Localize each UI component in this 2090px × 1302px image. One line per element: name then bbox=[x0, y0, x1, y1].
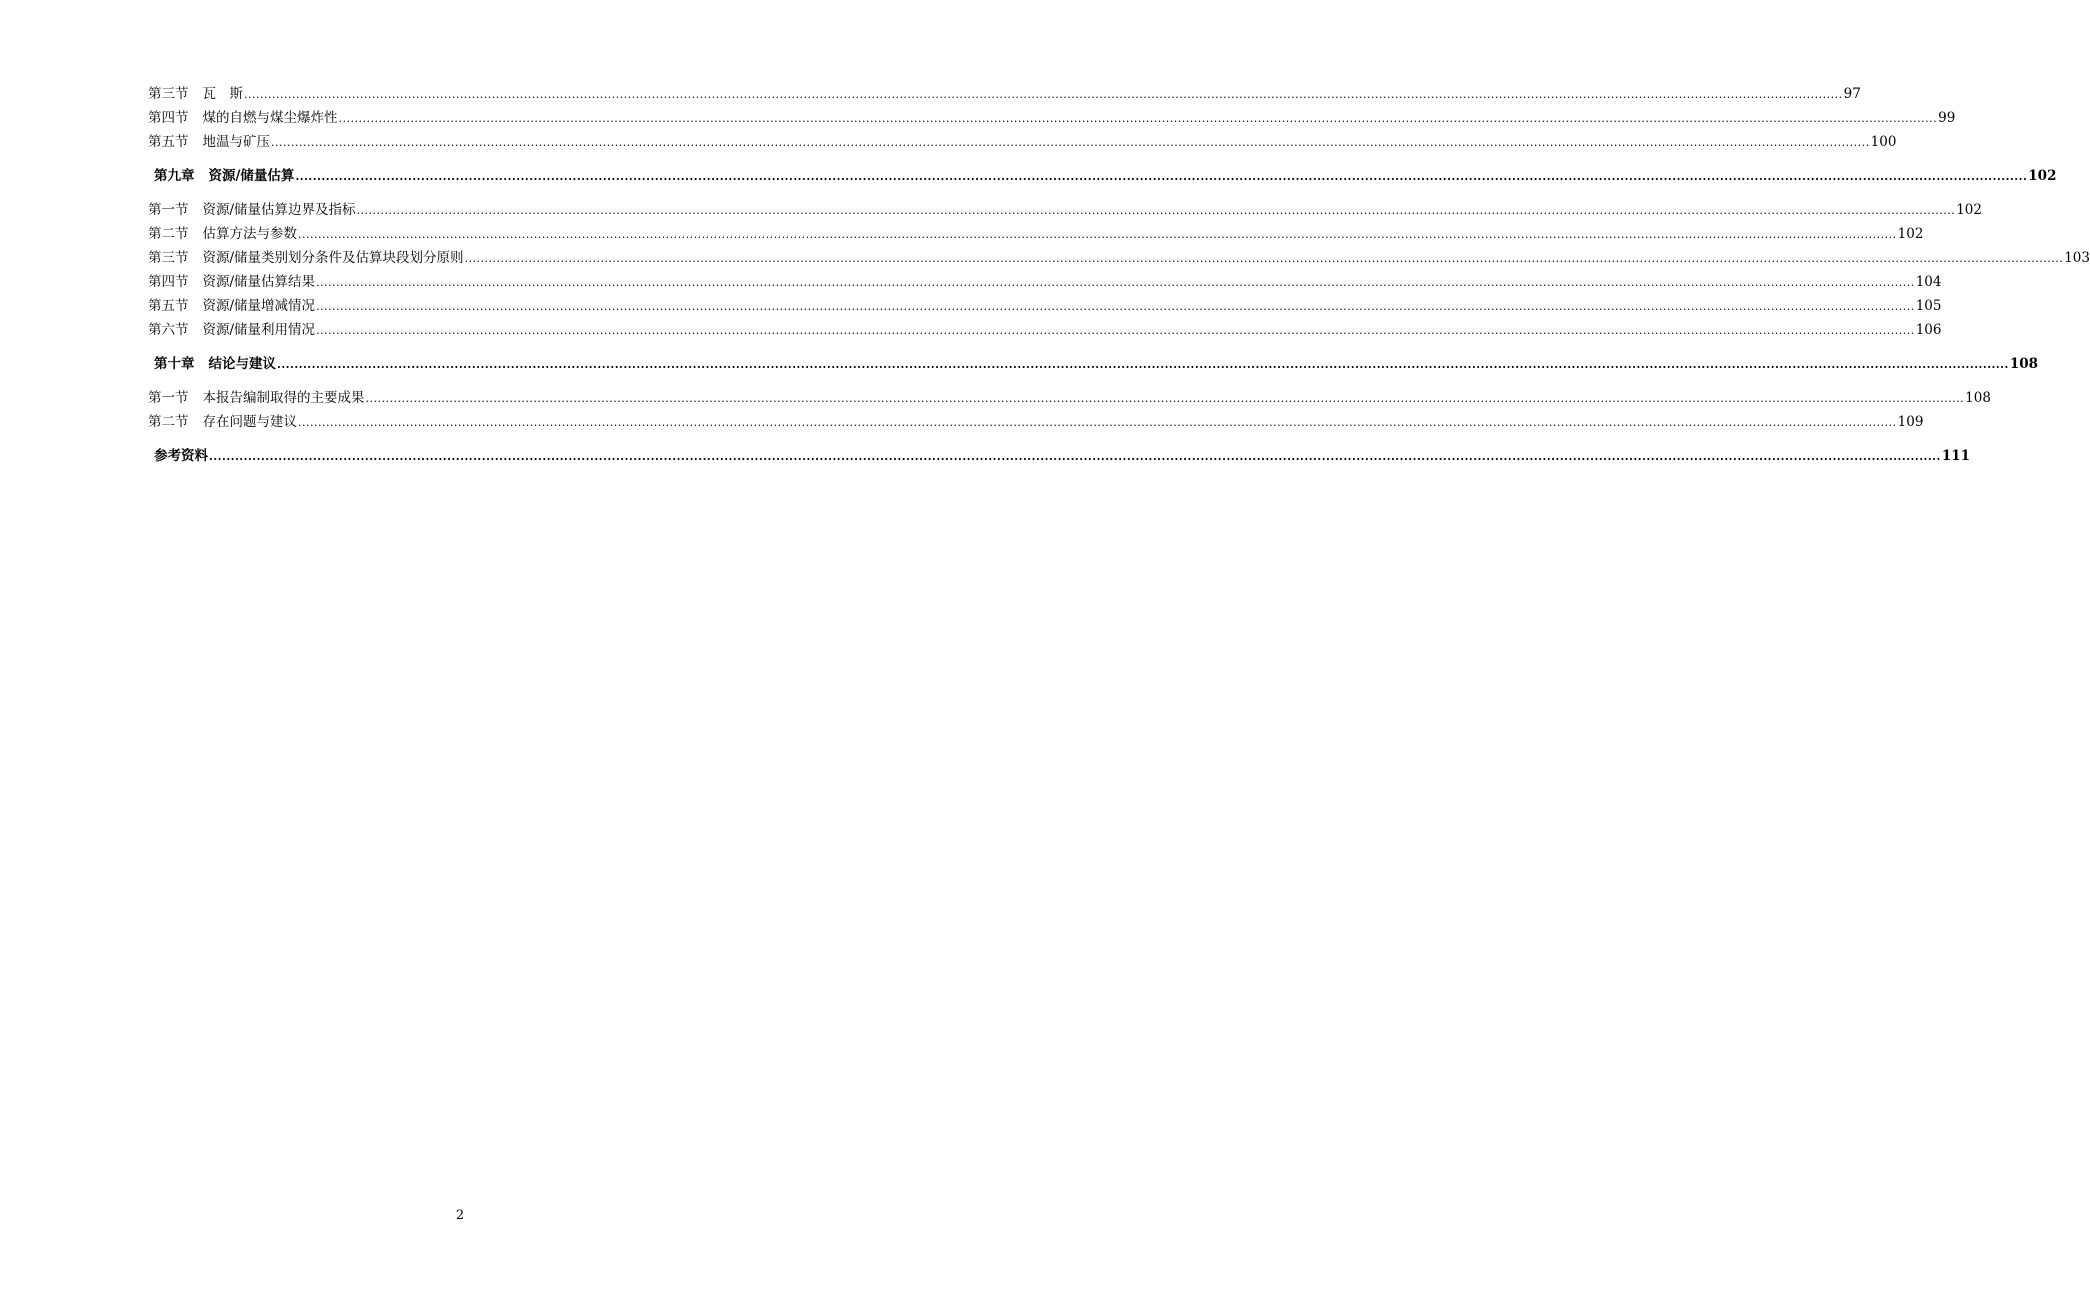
toc-entry-page: 102 bbox=[1897, 226, 1924, 242]
toc-entry-label bbox=[148, 109, 338, 127]
toc-entry-number: 第六节 bbox=[148, 322, 189, 338]
toc-entry-page: 105 bbox=[1915, 298, 1942, 314]
toc-entry-title: 资源/储量类别划分条件及估算块段划分原则 bbox=[202, 250, 464, 266]
toc-dot-leader: ................................................................................................................................................................................................................................................................................................................................................................................................................ bbox=[277, 358, 2009, 371]
toc-dot-leader: ................................................................................................................................................................................................................................................................................................................................................................................................................ bbox=[244, 88, 1843, 101]
toc-entry-number: 第一节 bbox=[148, 390, 189, 406]
toc-entry-label bbox=[148, 85, 243, 103]
toc-entry-label bbox=[148, 297, 315, 315]
toc-chapter-entry[interactable] bbox=[154, 167, 2057, 186]
toc-entry-page: 108 bbox=[2009, 356, 2039, 372]
toc-entry-label bbox=[148, 225, 297, 243]
toc-entry-page: 99 bbox=[1938, 110, 1956, 126]
toc-section-entry[interactable] bbox=[148, 109, 1956, 128]
toc-dot-leader: ................................................................................................................................................................................................................................................................................................................................................................................................................ bbox=[271, 136, 1870, 149]
toc-entry-number: 第四节 bbox=[148, 110, 189, 126]
toc-entry-title: 资源/储量估算 bbox=[208, 168, 295, 184]
toc-chapter-entry[interactable] bbox=[154, 447, 1971, 466]
toc-entry-page: 102 bbox=[1956, 202, 1982, 218]
toc-section-entry[interactable] bbox=[148, 321, 1942, 340]
toc-entry-label bbox=[148, 201, 356, 219]
toc-entry-title: 资源/储量估算结果 bbox=[202, 274, 316, 290]
toc-entry-number: 第五节 bbox=[148, 134, 189, 150]
toc-section-entry[interactable] bbox=[148, 133, 1897, 152]
toc-dot-leader: ................................................................................................................................................................................................................................................................................................................................................................................................................ bbox=[298, 228, 1897, 241]
toc-entry-page: 103 bbox=[2064, 250, 2090, 266]
toc-entry-title: 资源/储量利用情况 bbox=[202, 322, 316, 338]
toc-entry-label bbox=[148, 249, 464, 267]
toc-entry-number: 第五节 bbox=[148, 298, 189, 314]
toc-dot-leader: ................................................................................................................................................................................................................................................................................................................................................................................................................ bbox=[365, 392, 1965, 405]
toc-entry-page: 100 bbox=[1870, 134, 1897, 150]
toc-entry-label bbox=[154, 167, 294, 185]
toc-section-entry[interactable] bbox=[148, 201, 1982, 220]
toc-entry-page: 111 bbox=[1941, 448, 1971, 464]
toc-entry-label bbox=[148, 389, 365, 407]
toc-entry-page: 106 bbox=[1915, 322, 1942, 338]
toc-dot-leader: ................................................................................................................................................................................................................................................................................................................................................................................................................ bbox=[464, 252, 2064, 265]
toc-entry-label bbox=[154, 355, 276, 373]
toc-entry-number: 第三节 bbox=[148, 86, 189, 102]
toc-dot-leader: ................................................................................................................................................................................................................................................................................................................................................................................................................ bbox=[316, 324, 1915, 337]
toc-section-entry[interactable] bbox=[148, 85, 1861, 104]
toc-entry-number: 第二节 bbox=[148, 414, 189, 430]
toc-entry-page: 97 bbox=[1843, 86, 1861, 102]
toc-entry-page: 104 bbox=[1915, 274, 1942, 290]
toc-entry-number: 第二节 bbox=[148, 226, 189, 242]
toc-dot-leader: ................................................................................................................................................................................................................................................................................................................................................................................................................ bbox=[298, 416, 1897, 429]
toc-dot-leader: ................................................................................................................................................................................................................................................................................................................................................................................................................ bbox=[209, 450, 1941, 463]
toc-entry-label bbox=[154, 447, 208, 465]
toc-entry-title: 存在问题与建议 bbox=[202, 414, 297, 430]
toc-section-entry[interactable] bbox=[148, 273, 1942, 292]
toc-entry-number: 第十章 bbox=[154, 356, 195, 372]
toc-section-entry[interactable] bbox=[148, 413, 1924, 432]
toc-section-entry[interactable] bbox=[148, 225, 1924, 244]
toc-dot-leader: ................................................................................................................................................................................................................................................................................................................................................................................................................ bbox=[295, 170, 2028, 183]
toc-dot-leader: ................................................................................................................................................................................................................................................................................................................................................................................................................ bbox=[316, 300, 1915, 313]
toc-entry-label bbox=[148, 321, 315, 339]
toc-entry-title: 资源/储量增减情况 bbox=[202, 298, 316, 314]
toc-entry-number: 第一节 bbox=[148, 202, 189, 218]
toc-section-entry[interactable] bbox=[148, 249, 2090, 268]
toc-entry-number: 第四节 bbox=[148, 274, 189, 290]
toc-entry-title: 结论与建议 bbox=[208, 356, 276, 372]
toc-entry-page: 102 bbox=[2028, 168, 2057, 184]
toc-entry-number: 第三节 bbox=[148, 250, 189, 266]
toc-entry-title: 地温与矿压 bbox=[202, 134, 270, 150]
toc-dot-leader: ................................................................................................................................................................................................................................................................................................................................................................................................................ bbox=[338, 112, 1938, 125]
toc-entry-page: 109 bbox=[1897, 414, 1924, 430]
toc-section-entry[interactable] bbox=[148, 297, 1942, 316]
toc-entry-title: 资源/储量估算边界及指标 bbox=[202, 202, 356, 218]
toc-chapter-entry[interactable] bbox=[154, 355, 2039, 374]
toc-entry-title: 瓦 斯 bbox=[202, 86, 243, 102]
page-number: 2 bbox=[455, 1208, 465, 1223]
toc-entry-label bbox=[148, 133, 270, 151]
toc-entry-label bbox=[148, 273, 315, 291]
toc-entry-label bbox=[148, 413, 297, 431]
toc-entry-title: 参考资料 bbox=[154, 448, 208, 464]
toc-entry-title: 本报告编制取得的主要成果 bbox=[202, 390, 365, 406]
toc-entry-title: 煤的自燃与煤尘爆炸性 bbox=[202, 110, 338, 126]
toc-entry-page: 108 bbox=[1965, 390, 1991, 406]
toc-entry-title: 估算方法与参数 bbox=[202, 226, 297, 242]
toc-dot-leader: ................................................................................................................................................................................................................................................................................................................................................................................................................ bbox=[316, 276, 1915, 289]
toc-dot-leader: ................................................................................................................................................................................................................................................................................................................................................................................................................ bbox=[356, 204, 1956, 217]
toc-entry-number: 第九章 bbox=[154, 168, 195, 184]
toc-section-entry[interactable] bbox=[148, 389, 1991, 408]
